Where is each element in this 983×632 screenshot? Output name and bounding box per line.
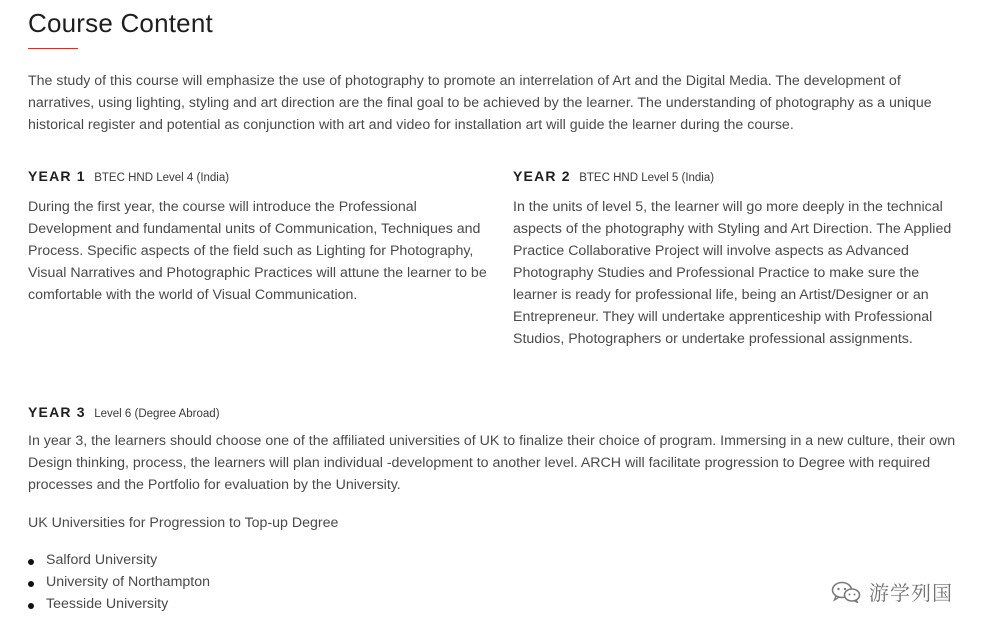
year-3-heading	[28, 402, 220, 424]
year-3-label: YEAR 3	[28, 404, 86, 420]
list-item	[28, 549, 210, 571]
title-underline	[28, 48, 78, 49]
year-1-description: During the first year, the course will introduce the Professional Development and fundamental units of Communication, Techniques and Process. Specific aspects of the field such as Lighting for Photography, Visual Narratives and Photographic Practices will attune the learner to be comfortable with the world of Visual Communication.	[28, 199, 487, 303]
wechat-icon	[831, 581, 861, 603]
intro-paragraph: The study of this course will emphasize the use of photography to promote an interrelation of Art and the Digital Media. The development of narratives, using lighting, styling and art direction are the final goal to be achieved by the learner. The understanding of photography as a unique historical register and potential as conjunction with art and video for installation art will guide the learner during the course.	[28, 73, 932, 133]
year-2-description: In the units of level 5, the learner will go more deeply in the technical aspects of the photography with Styling and Art Direction. The Applied Practice Collaborative Project will involve aspects as Advanced Photography Studies and Professional Practice to make sure the learner is ready for professional life, being an Artist/Designer or an Entrepreneur. They will undertake apprenticeship with Professional Studios, Photographers or undertake professional assignments.	[513, 199, 952, 347]
year-2-subtitle: BTEC HND Level 5 (India)	[579, 172, 715, 184]
universities-heading: UK Universities for Progression to Top-up Degree	[28, 515, 339, 531]
year-3-subtitle: Level 6 (Degree Abroad)	[94, 408, 220, 420]
watermark	[831, 577, 953, 606]
list-item	[28, 571, 210, 593]
bullet-icon	[28, 603, 34, 609]
university-name: Teesside University	[46, 596, 169, 612]
year-2-label: YEAR 2	[513, 168, 571, 184]
year-1-heading	[28, 166, 229, 188]
bullet-icon	[28, 559, 34, 565]
bullet-icon	[28, 581, 34, 587]
university-name: Salford University	[46, 552, 158, 568]
watermark-text: 游学列国	[869, 581, 953, 605]
year-1-label: YEAR 1	[28, 168, 86, 184]
year-2-heading	[513, 166, 714, 188]
university-list	[28, 549, 210, 615]
page-title: Course Content	[28, 8, 213, 38]
list-item	[28, 593, 210, 615]
year-1-subtitle: BTEC HND Level 4 (India)	[94, 172, 230, 184]
year-3-description: In year 3, the learners should choose one of the affiliated universities of UK to finalize their choice of program. Immersing in a new culture, their own Design thinking, process, the learners will plan individual -development to another level. ARCH will facilitate progression to Degree with required processes and the Portfolio for evaluation by the University.	[28, 433, 956, 493]
university-name: University of Northampton	[46, 574, 211, 590]
